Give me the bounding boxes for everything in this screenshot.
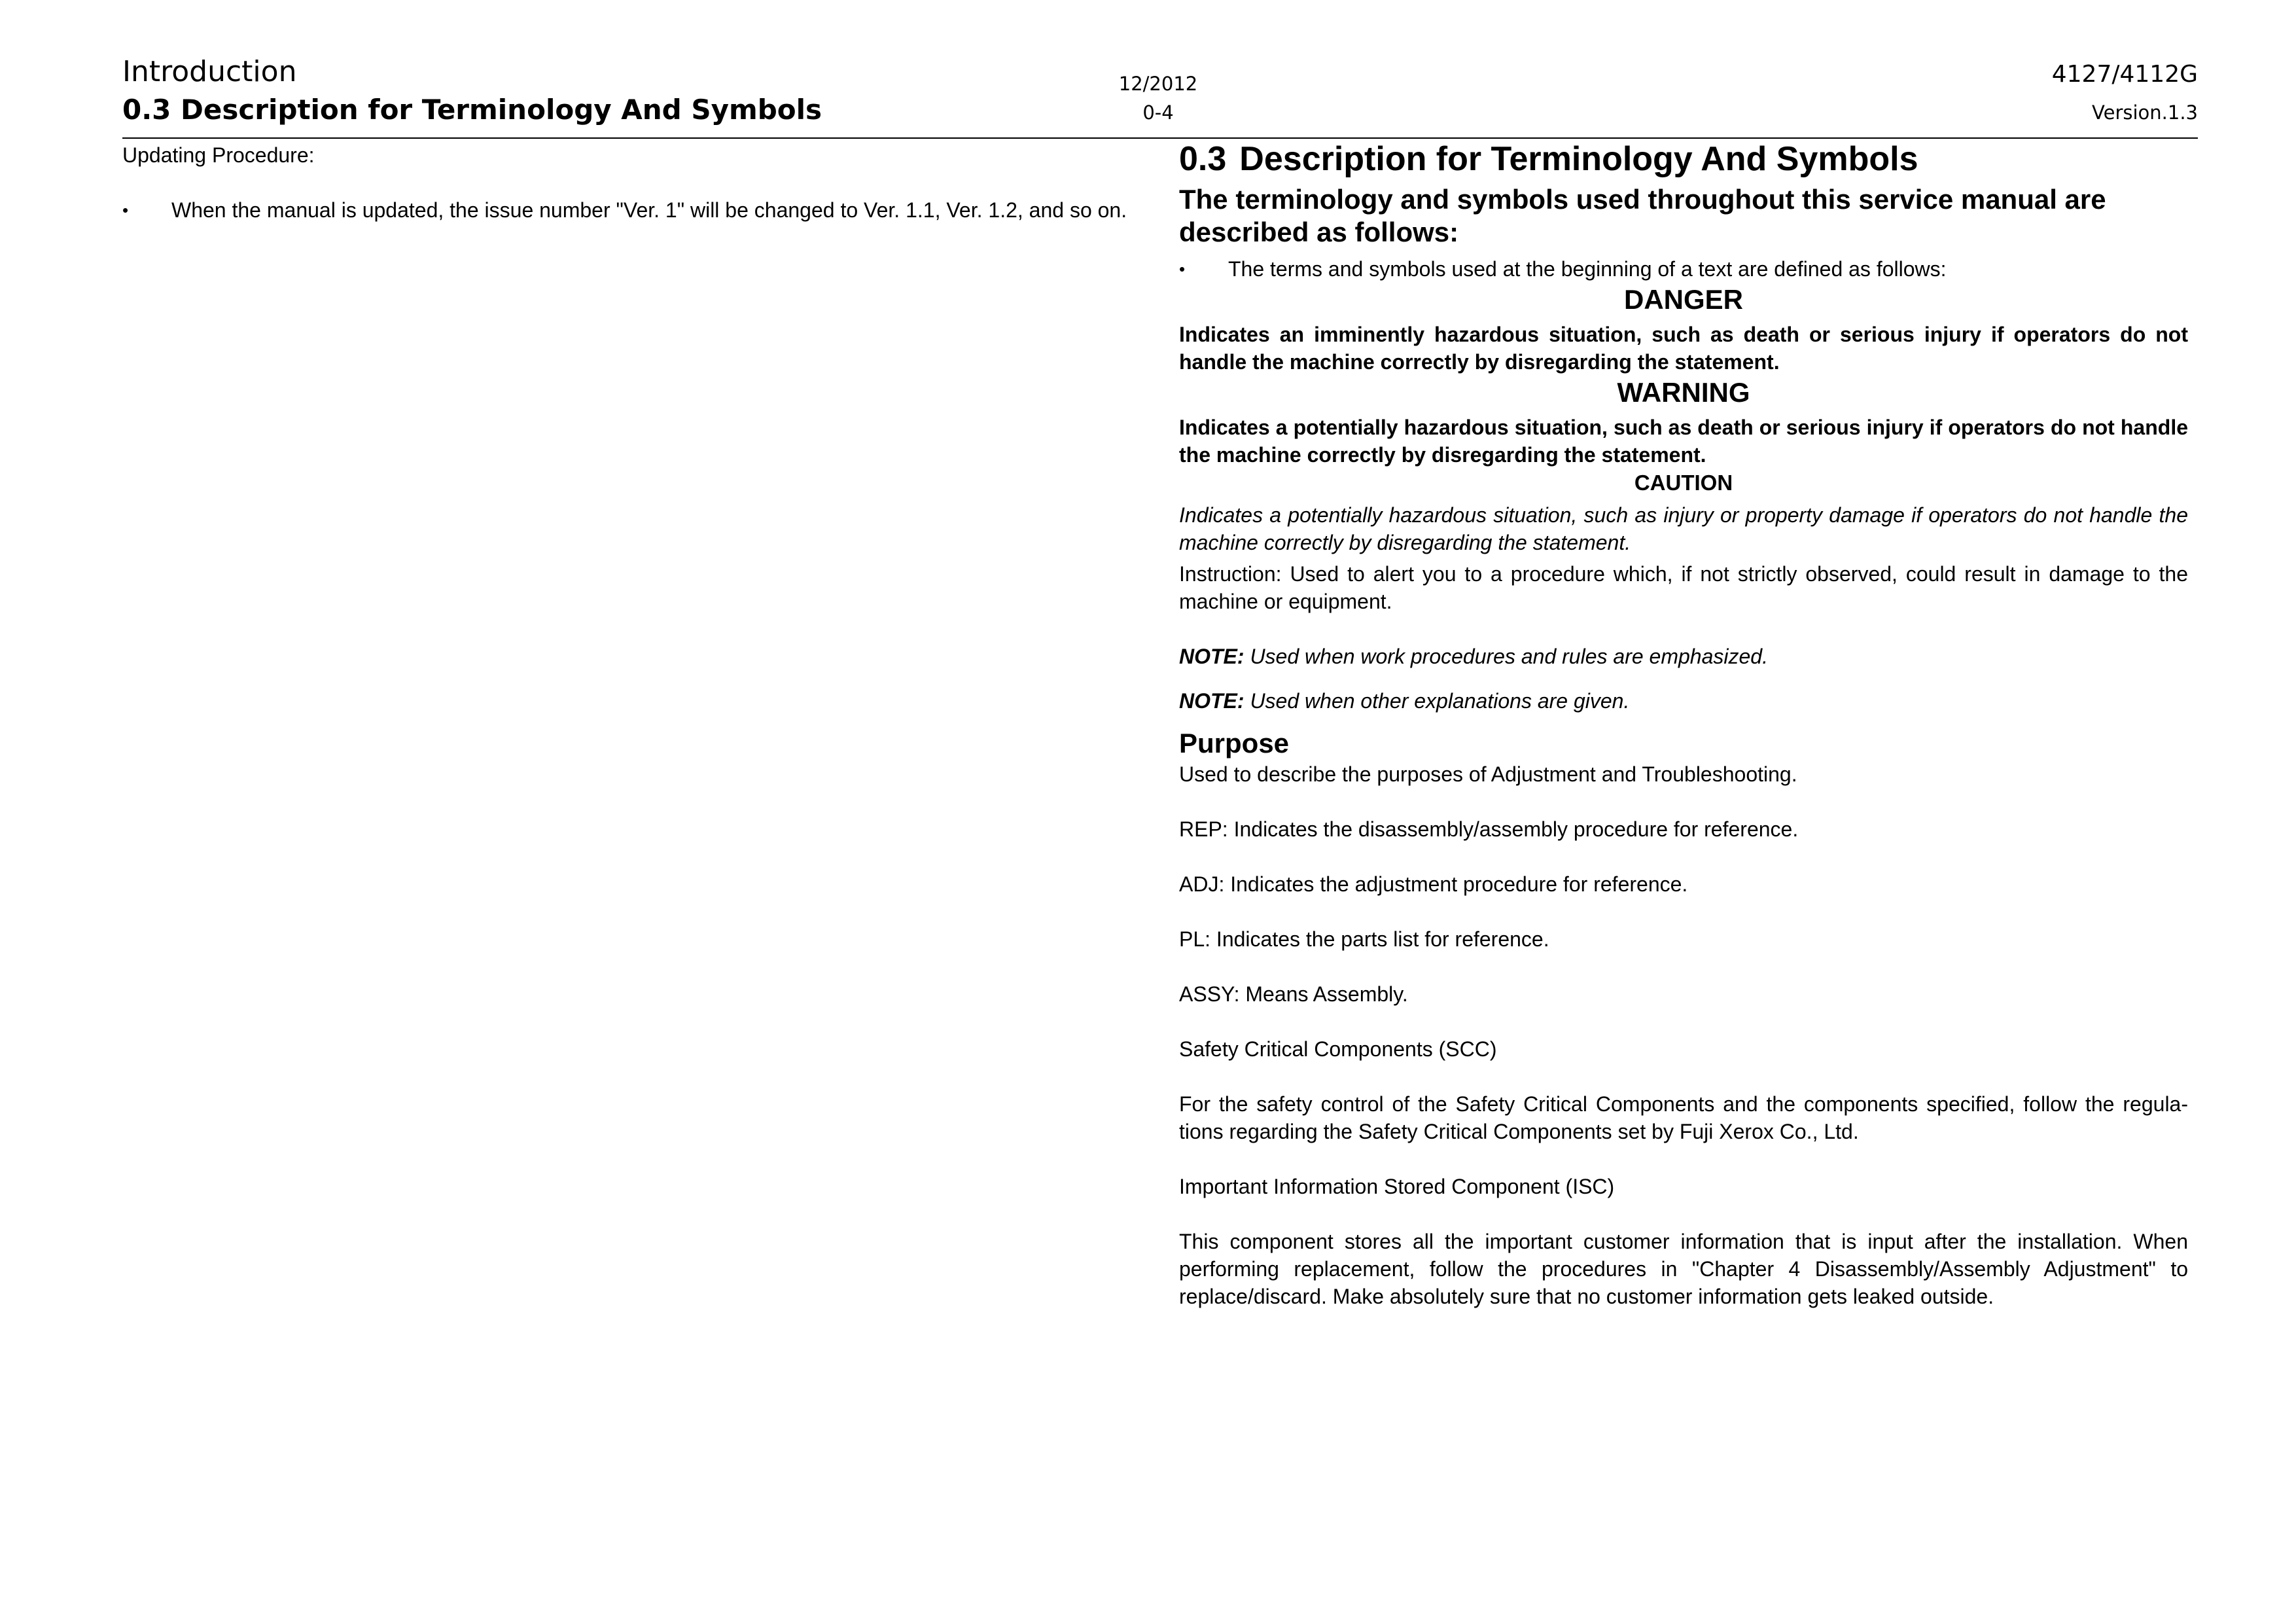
header-page-title: 0.3 Description for Terminology And Symbols <box>122 94 822 126</box>
isc-text: This component stores all the important customer information that is input after the installation. When performing replacement, follow the procedures in "Chapter 4 Disassembly/Assembly Adjustment" to replace/discard. Make absolutely sure that no customer information gets leaked outside. <box>1179 1230 2188 1308</box>
danger-text: Indicates an imminently hazardous situation, such as death or serious injury if operators do not handle the machine correctly by disregarding the statement. <box>1179 323 2188 374</box>
header-page-number: 0-4 <box>1142 101 1174 124</box>
purpose-heading: Purpose <box>1179 728 1290 758</box>
warning-text: Indicates a potentially hazardous situation, such as death or serious injury if operators do not handle the machine correctly by disregarding the statement. <box>1179 416 2188 467</box>
updating-procedure-text: When the manual is updated, the issue number "Ver. 1" will be changed to Ver. 1.1, Ver. 1.2, and so on. <box>171 198 1127 222</box>
updating-procedure-heading: Updating Procedure: <box>122 143 315 167</box>
pl-text: PL: Indicates the parts list for reference. <box>1179 927 1549 951</box>
note-label: NOTE: <box>1179 689 1245 713</box>
right-column <box>1179 139 2188 1310</box>
note-text: Used when work procedures and rules are emphasized. <box>1250 645 1768 668</box>
section-number: 0.3 <box>1179 140 1227 178</box>
note-emphasized <box>1179 643 2188 670</box>
header-date: 12/2012 <box>1118 73 1198 95</box>
rep-text: REP: Indicates the disassembly/assembly procedure for reference. <box>1179 817 1799 841</box>
instruction-text: Instruction: Used to alert you to a procedure which, if not strictly observed, could result in damage to the machine or equipment. <box>1179 562 2188 613</box>
adj-text: ADJ: Indicates the adjustment procedure for reference. <box>1179 872 1688 896</box>
note-explanations <box>1179 687 2188 715</box>
scc-text: For the safety control of the Safety Critical Components and the components specified, follow the regula-tions regarding the Safety Critical Components set by Fuji Xerox Co., Ltd. <box>1179 1092 2188 1143</box>
caution-text: Indicates a potentially hazardous situation, such as injury or property damage if operators do not handle the machine correctly by disregarding the statement. <box>1179 503 2188 554</box>
purpose-text: Used to describe the purposes of Adjustment and Troubleshooting. <box>1179 762 1797 786</box>
danger-label: DANGER <box>1623 284 1743 315</box>
assy-text: ASSY: Means Assembly. <box>1179 982 1408 1006</box>
bullet-icon: • <box>1179 259 1186 279</box>
note-label: NOTE: <box>1179 645 1245 668</box>
header-section-name: Introduction <box>122 55 297 88</box>
left-column <box>122 141 1130 224</box>
section-heading <box>1179 139 2188 179</box>
terms-bullet <box>1179 255 2188 283</box>
warning-label: WARNING <box>1617 377 1750 408</box>
bullet-icon: • <box>122 200 129 220</box>
scc-heading: Safety Critical Components (SCC) <box>1179 1037 1497 1061</box>
caution-label: CAUTION <box>1634 471 1733 495</box>
note-text: Used when other explanations are given. <box>1250 689 1630 713</box>
updating-procedure-bullet <box>122 196 1130 224</box>
section-title: Description for Terminology And Symbols <box>1239 140 1918 178</box>
terms-bullet-text: The terms and symbols used at the beginning of a text are defined as follows: <box>1228 257 1947 281</box>
terminology-subheading: The terminology and symbols used throughout this service manual are described as follows: <box>1179 184 2106 247</box>
header-version: Version.1.3 <box>2092 101 2198 124</box>
header-model-number: 4127/4112G <box>2051 61 2198 88</box>
isc-heading: Important Information Stored Component (ISC) <box>1179 1175 1615 1198</box>
